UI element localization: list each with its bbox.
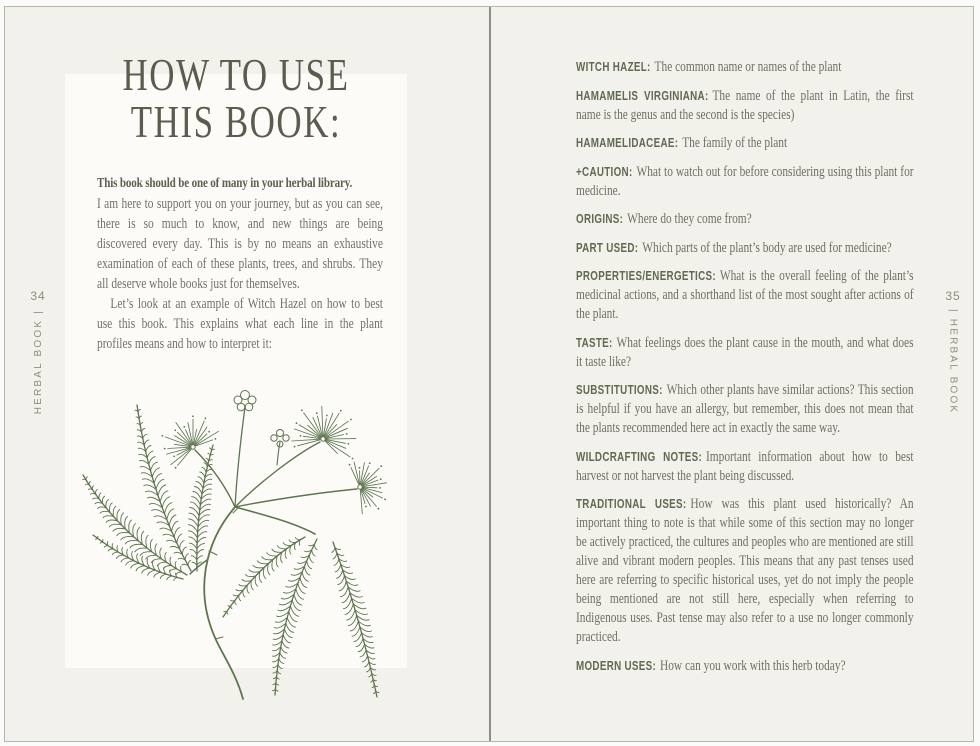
book-spread [4,6,974,742]
left-page-number: 34 [30,289,46,303]
entry-text: What is the overall feeling of the plant’s medicinal actions, and a shorthand list of the most sought after actions of the plant. [576,268,914,322]
intro-paragraphs [97,174,383,354]
entry-text: What to watch out for before considering using this plant for medicine. [576,163,914,199]
entry-label: TRADITIONAL USES: [576,497,687,511]
entry-text: How can you work with this herb today? [660,657,846,674]
right-page-number: 35 [945,289,961,303]
glossary-entry [576,495,914,647]
page-title [106,51,366,145]
glossary-entry [576,58,914,77]
entry-text: Where do they come from? [627,211,752,227]
glossary-entry [576,210,914,229]
entry-text: Which parts of the plant’s body are used for medicine? [642,239,892,256]
page-title-line1: HOW TO USE [122,49,350,100]
entry-text: The common name or names of the plant [654,59,842,75]
entry-text: How was this plant used historically? An important thing to note is that while some of this section may no longer be actively practiced, the cultures and peoples who are mentioned are still alive and vibrant modern peoples. This means that any past tenses used here are referring to specific historical uses, yet do not imply the people being mentioned are not still here, especially when referring to Indigenous uses. Past tense may also refer to a use no longer commonly practiced. [576,496,914,645]
witch-hazel-illustration [65,347,407,707]
entry-label: MODERN USES: [576,658,657,673]
glossary-entry [576,87,914,125]
entry-label: SUBSTITUTIONS: [576,383,663,397]
glossary-entry [576,163,914,201]
glossary-entry [576,657,914,676]
entry-text: Which other plants have similar actions? This section is helpful if you have an allergy, but remember, this does not mean that the plants recommended here act in exactly the same way. [576,382,914,436]
right-spine-label: | HERBAL BOOK [947,309,959,415]
glossary-entry [576,134,914,153]
entry-text: Important information about how to best harvest or not harvest the plant being discussed. [576,448,914,484]
entry-text: The family of the plant [682,135,788,151]
entry-label: ORIGINS: [576,212,624,226]
glossary-entry [576,334,914,372]
entry-text: The name of the plant in Latin, the first name is the genus and the second is the species) [576,87,914,123]
entry-label: WITCH HAZEL: [576,60,651,74]
intro-paragraph-1: I am here to support you on your journey, but as you can see, there is so much to know, and new things are being discovered every day. This is by no means an exhaustive examination of each of these plants, trees, and shrubs. They all deserve whole books just for themselves. [97,196,383,292]
page-divider [489,7,491,741]
glossary-entries [576,58,914,685]
entry-label: PROPERTIES/ENERGETICS: [576,269,716,283]
intro-paragraph-2: Let’s look at an example of Witch Hazel on how to best use this book. This explains what each line in the plant profiles means and how to interpret it: [97,296,383,352]
entry-label: PART USED: [576,240,639,255]
intro-lead-sentence: This book should be one of many in your herbal library. [97,176,353,191]
entry-label: WILDCRAFTING NOTES: [576,449,703,464]
left-spine-label: HERBAL BOOK | [32,309,44,415]
glossary-entry [576,381,914,438]
glossary-entry [576,267,914,324]
entry-label: HAMAMELIS VIRGINIANA: [576,88,709,103]
right-page-spine [940,289,966,414]
page-title-line2: THIS BOOK: [130,96,342,147]
entry-label: HAMAMELIDACEAE: [576,136,679,150]
glossary-entry [576,239,914,258]
entry-text: What feelings does the plant cause in the mouth, and what does it taste like? [576,334,914,370]
glossary-entry [576,448,914,486]
entry-label: TASTE: [576,335,613,350]
left-page-spine [25,289,51,414]
entry-label: +CAUTION: [576,164,633,179]
